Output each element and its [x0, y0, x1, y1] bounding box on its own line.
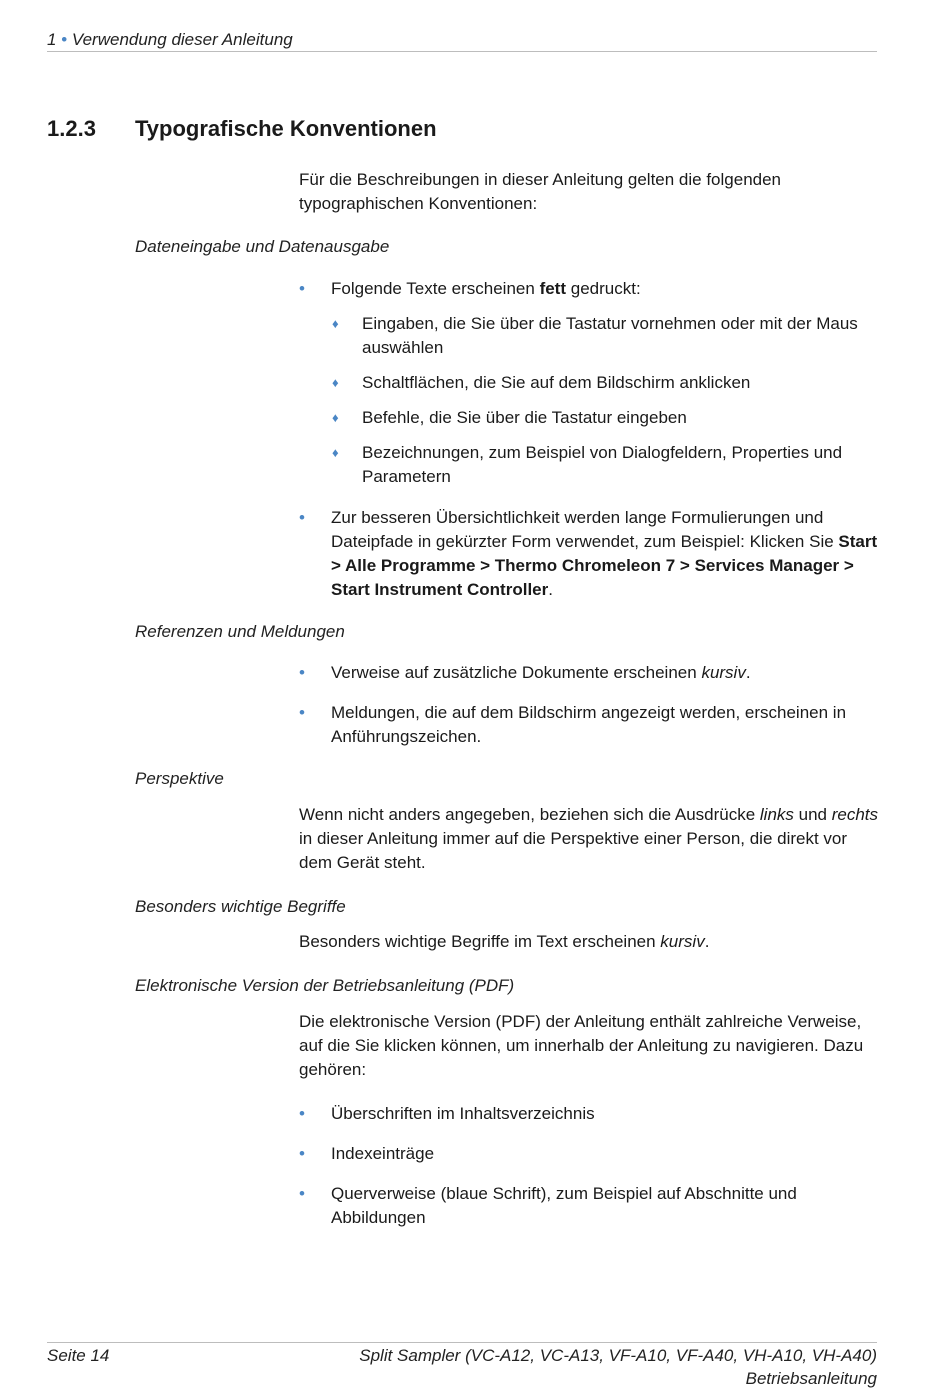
bold-example: fett: [539, 279, 567, 298]
running-header: [47, 30, 293, 50]
italic-example: kursiv: [701, 663, 746, 682]
section-number: 1.2.3: [47, 116, 96, 141]
italic-term: rechts: [831, 805, 879, 824]
text-run: gedruckt:: [566, 279, 641, 298]
diamond-marker: ♦: [332, 375, 339, 390]
text-run: in dieser Anleitung immer auf die Perspektive einer Person, die direkt vor dem Gerät steht.: [299, 829, 848, 872]
bold-path-example: Start > Alle Programme > Thermo Chromeleon 7 > Services Manager > Start Instrument Controller: [331, 532, 878, 599]
subheading-references: Referenzen und Meldungen: [135, 622, 345, 641]
diamond-marker: ♦: [332, 410, 339, 425]
chapter-number: 1: [47, 30, 57, 49]
text-run: Besonders wichtige Begriffe im Text erscheinen: [299, 932, 661, 951]
diamond-marker: ♦: [332, 445, 339, 460]
text-run: .: [704, 932, 710, 951]
product-name: Split Sampler (VC-A12, VC-A13, VF-A10, VF-A40, VH-A10, VH-A40): [359, 1346, 877, 1365]
sub-list-item: Befehle, die Sie über die Tastatur eingeben: [362, 408, 687, 427]
list-item: Indexeinträge: [331, 1144, 435, 1163]
sub-list-item: Schaltflächen, die Sie auf dem Bildschirm anklicken: [362, 373, 751, 392]
sub-list-item: Bezeichnungen, zum Beispiel von Dialogfeldern, Properties und Parametern: [362, 443, 843, 486]
chapter-title: Verwendung dieser Anleitung: [71, 30, 293, 49]
text-run: Wenn nicht anders angegeben, beziehen sich die Ausdrücke: [299, 805, 760, 824]
text-run: Verweise auf zusätzliche Dokumente erscheinen: [331, 663, 702, 682]
subheading-perspective: Perspektive: [135, 769, 224, 788]
list-item: Querverweise (blaue Schrift), zum Beispiel auf Abschnitte und Abbildungen: [331, 1184, 797, 1227]
bullet-marker: •: [299, 508, 305, 527]
bullet-marker: •: [299, 703, 305, 722]
intro-paragraph: Für die Beschreibungen in dieser Anleitung gelten die folgenden typographischen Konventionen:: [299, 170, 782, 213]
sub-list-item: Eingaben, die Sie über die Tastatur vornehmen oder mit der Maus auswählen: [362, 314, 858, 357]
list-item: [331, 277, 881, 301]
subheading-data-io: Dateneingabe und Datenausgabe: [135, 237, 390, 256]
list-item: Überschriften im Inhaltsverzeichnis: [331, 1104, 595, 1123]
italic-term: kursiv: [660, 932, 705, 951]
list-item: [331, 506, 881, 602]
header-rule: [47, 51, 877, 52]
terms-paragraph: [299, 930, 879, 954]
page-number: Seite 14: [47, 1346, 110, 1365]
bullet-marker: •: [299, 663, 305, 682]
document-type: Betriebsanleitung: [745, 1369, 877, 1388]
text-run: und: [793, 805, 832, 824]
header-bullet: •: [61, 30, 68, 49]
list-item: [331, 661, 881, 685]
text-run: Zur besseren Übersichtlichkeit werden lange Formulierungen und Dateipfade in gekürzter Form verwendet, zum Beispiel: Klicken Sie: [331, 508, 839, 551]
italic-term: links: [759, 805, 794, 824]
bullet-marker: •: [299, 1184, 305, 1203]
section-title: Typografische Konventionen: [135, 116, 437, 141]
text-run: .: [548, 580, 553, 599]
text-run: Folgende Texte erscheinen: [331, 279, 540, 298]
subheading-terms: Besonders wichtige Begriffe: [135, 897, 346, 916]
bullet-marker: •: [299, 279, 305, 298]
footer-rule: [47, 1342, 877, 1343]
subheading-pdf: Elektronische Version der Betriebsanleitung (PDF): [135, 976, 515, 995]
diamond-marker: ♦: [332, 316, 339, 331]
bullet-marker: •: [299, 1104, 305, 1123]
text-run: .: [745, 663, 751, 682]
list-item: Meldungen, die auf dem Bildschirm angezeigt werden, erscheinen in Anführungszeichen.: [331, 703, 847, 746]
bullet-marker: •: [299, 1144, 305, 1163]
pdf-paragraph: Die elektronische Version (PDF) der Anleitung enthält zahlreiche Verweise, auf die Sie klicken können, um innerhalb der Anleitung zu navigieren. Dazu gehören:: [299, 1012, 864, 1079]
perspective-paragraph: [299, 803, 879, 875]
